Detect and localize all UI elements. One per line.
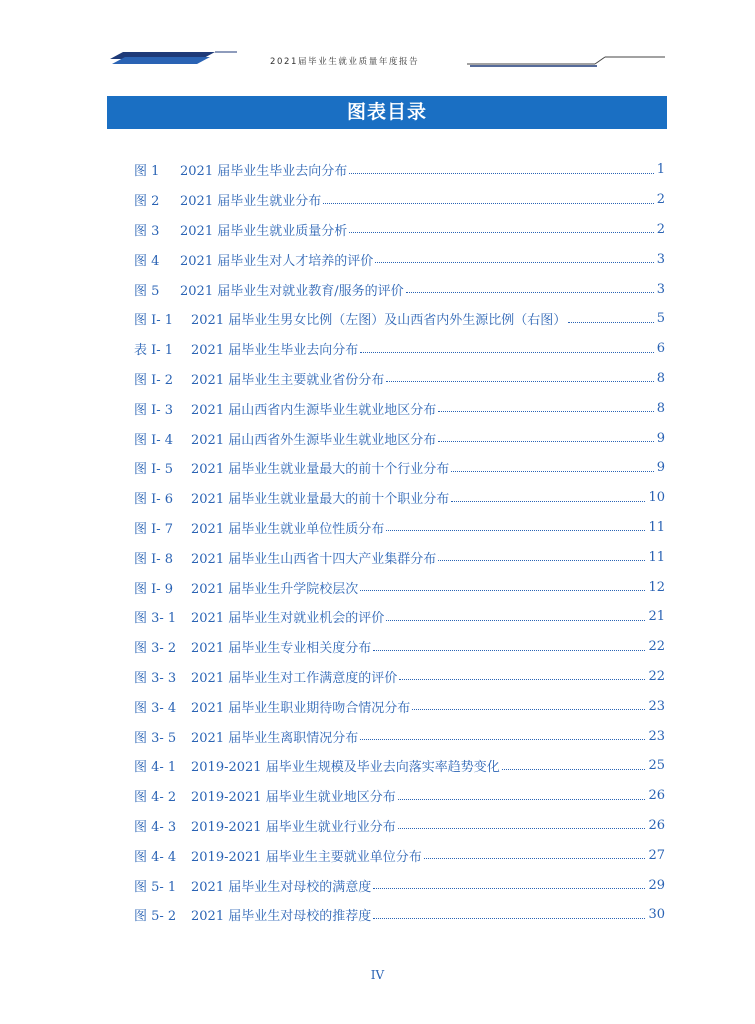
toc-entry-label: 图 I- 2 — [134, 372, 174, 388]
toc-entry-title: 2021 届毕业生专业相关度分布 — [191, 641, 372, 657]
toc-entry-label: 图 3- 1 — [134, 611, 177, 627]
toc-entry-label: 图 3- 2 — [134, 641, 177, 657]
toc-entry[interactable] — [134, 215, 665, 245]
dot-leader — [399, 678, 645, 680]
dot-leader — [373, 649, 645, 651]
toc-entry-title: 2021 届毕业生毕业去向分布 — [191, 343, 359, 359]
banner-title: 图表目录 — [346, 101, 427, 123]
toc-entry-page: 23 — [648, 698, 665, 714]
toc-entry-title: 2021 届毕业生职业期待吻合情况分布 — [191, 700, 411, 716]
toc-entry[interactable] — [134, 840, 665, 870]
toc-entry[interactable] — [134, 542, 665, 572]
dot-leader — [349, 231, 654, 233]
toc-entry-page: 3 — [656, 251, 665, 267]
toc-entry-title: 2019-2021 届毕业生就业行业分布 — [191, 819, 396, 835]
toc-entry-label: 图 I- 1 — [134, 313, 174, 329]
toc-entry-title: 2021 届毕业生就业分布 — [180, 194, 322, 210]
toc-entry-page: 8 — [656, 370, 665, 386]
toc-entry-title: 2019-2021 届毕业生主要就业单位分布 — [191, 849, 422, 865]
toc-entry[interactable] — [134, 453, 665, 483]
toc-entry-label: 图 4- 4 — [134, 849, 177, 865]
dot-leader — [373, 887, 645, 889]
toc-entry-label: 图 I- 9 — [134, 581, 174, 597]
toc-entry-label: 图 5- 2 — [134, 909, 177, 925]
toc-entry-title: 2021 届毕业生就业单位性质分布 — [191, 521, 385, 537]
toc-entry-title: 2021 届毕业生毕业去向分布 — [180, 164, 348, 180]
toc-entry-page: 8 — [656, 400, 665, 416]
toc-entry[interactable] — [134, 602, 665, 632]
toc-entry[interactable] — [134, 513, 665, 543]
toc-entry-page: 26 — [648, 817, 665, 833]
toc-entry-title: 2021 届毕业生男女比例（左图）及山西省内外生源比例（右图） — [191, 313, 567, 329]
toc-entry[interactable] — [134, 721, 665, 751]
toc-entry-label: 表 I- 1 — [134, 343, 174, 359]
page-number: IV — [370, 968, 385, 982]
dot-leader — [406, 291, 654, 293]
table-of-figures — [134, 155, 665, 930]
toc-entry[interactable] — [134, 662, 665, 692]
toc-entry[interactable] — [134, 364, 665, 394]
dot-leader — [398, 827, 646, 829]
toc-entry[interactable] — [134, 572, 665, 602]
toc-entry-page: 30 — [648, 907, 665, 923]
toc-entry-page: 11 — [648, 519, 665, 535]
toc-entry-label: 图 4 — [134, 253, 160, 269]
toc-entry-title: 2021 届毕业生对就业教育/服务的评价 — [180, 283, 404, 299]
toc-entry-label: 图 4- 1 — [134, 760, 177, 776]
dot-leader — [375, 261, 654, 263]
toc-entry-label: 图 I- 4 — [134, 432, 174, 448]
toc-entry-page: 5 — [656, 311, 665, 327]
toc-entry[interactable] — [134, 691, 665, 721]
dot-leader — [373, 917, 645, 919]
toc-entry-title: 2021 届毕业生离职情况分布 — [191, 730, 359, 746]
toc-entry-page: 6 — [656, 341, 665, 357]
header-decoration — [0, 0, 755, 80]
toc-entry-page: 2 — [656, 221, 665, 237]
dot-leader — [360, 589, 645, 591]
dot-leader — [424, 857, 646, 859]
toc-entry-title: 2021 届山西省外生源毕业生就业地区分布 — [191, 432, 437, 448]
toc-entry-label: 图 I- 7 — [134, 521, 174, 537]
toc-entry-title: 2021 届毕业生对母校的推荐度 — [191, 909, 372, 925]
dot-leader — [438, 410, 654, 412]
toc-entry-page: 22 — [648, 639, 665, 655]
toc-entry-label: 图 3- 5 — [134, 730, 177, 746]
dot-leader — [438, 559, 645, 561]
toc-entry-label: 图 3 — [134, 223, 160, 239]
toc-entry[interactable] — [134, 483, 665, 513]
header-title: 2021届毕业生就业质量年度报告 — [270, 57, 420, 67]
toc-entry-title: 2019-2021 届毕业生规模及毕业去向落实率趋势变化 — [191, 760, 500, 776]
toc-entry-title: 2021 届毕业生升学院校层次 — [191, 581, 359, 597]
toc-entry[interactable] — [134, 274, 665, 304]
toc-entry-label: 图 I- 6 — [134, 492, 174, 508]
toc-entry-page: 25 — [648, 758, 665, 774]
toc-entry-label: 图 2 — [134, 194, 160, 210]
toc-entry-title: 2021 届毕业生就业量最大的前十个行业分布 — [191, 462, 450, 478]
toc-entry[interactable] — [134, 811, 665, 841]
toc-entry-label: 图 I- 8 — [134, 551, 174, 567]
toc-entry[interactable] — [134, 334, 665, 364]
toc-entry-label: 图 1 — [134, 164, 160, 180]
toc-entry-title: 2021 届毕业生对人才培养的评价 — [180, 253, 374, 269]
dot-leader — [502, 768, 646, 770]
toc-entry[interactable] — [134, 781, 665, 811]
dot-leader — [438, 440, 654, 442]
toc-entry-title: 2021 届山西省内生源毕业生就业地区分布 — [191, 402, 437, 418]
dot-leader — [360, 738, 645, 740]
toc-entry[interactable] — [134, 900, 665, 930]
page-header — [0, 0, 755, 80]
toc-entry-label: 图 4- 3 — [134, 819, 177, 835]
toc-entry-title: 2021 届毕业生就业量最大的前十个职业分布 — [191, 492, 450, 508]
dot-leader — [360, 351, 654, 353]
dot-leader — [398, 798, 646, 800]
dot-leader — [323, 202, 654, 204]
dot-leader — [568, 321, 654, 323]
dot-leader — [386, 529, 645, 531]
toc-entry-page: 2 — [656, 192, 665, 208]
dot-leader — [451, 470, 654, 472]
toc-entry-title: 2021 届毕业生主要就业省份分布 — [191, 372, 385, 388]
toc-entry-page: 11 — [648, 549, 665, 565]
toc-entry-label: 图 3- 3 — [134, 670, 177, 686]
toc-entry-title: 2021 届毕业生对母校的满意度 — [191, 879, 372, 895]
toc-entry[interactable] — [134, 870, 665, 900]
section-banner — [107, 96, 667, 129]
toc-entry-label: 图 5 — [134, 283, 160, 299]
dot-leader — [349, 172, 654, 174]
dot-leader — [451, 500, 645, 502]
toc-entry-label: 图 I- 5 — [134, 462, 174, 478]
toc-entry[interactable] — [134, 244, 665, 274]
dot-leader — [386, 380, 654, 382]
toc-entry-title: 2021 届毕业生山西省十四大产业集群分布 — [191, 551, 437, 567]
toc-entry[interactable] — [134, 632, 665, 662]
toc-entry-page: 26 — [648, 788, 665, 804]
toc-entry-page: 1 — [656, 162, 665, 178]
toc-entry-page: 22 — [648, 668, 665, 684]
toc-entry-page: 29 — [648, 877, 665, 893]
toc-entry-page: 10 — [648, 490, 665, 506]
toc-entry-page: 3 — [656, 281, 665, 297]
dot-leader — [412, 708, 645, 710]
toc-entry[interactable] — [134, 155, 665, 185]
toc-entry[interactable] — [134, 393, 665, 423]
toc-entry-title: 2021 届毕业生就业质量分析 — [180, 223, 348, 239]
toc-entry-page: 9 — [656, 460, 665, 476]
toc-entry-label: 图 3- 4 — [134, 700, 177, 716]
toc-entry-page: 21 — [648, 609, 665, 625]
toc-entry-title: 2021 届毕业生对工作满意度的评价 — [191, 670, 398, 686]
toc-entry-label: 图 4- 2 — [134, 790, 177, 806]
toc-entry[interactable] — [134, 304, 665, 334]
toc-entry-page: 12 — [648, 579, 665, 595]
toc-entry[interactable] — [134, 185, 665, 215]
dot-leader — [386, 619, 645, 621]
toc-entry-page: 27 — [648, 847, 665, 863]
toc-entry-title: 2019-2021 届毕业生就业地区分布 — [191, 790, 396, 806]
toc-entry-page: 23 — [648, 728, 665, 744]
toc-entry-title: 2021 届毕业生对就业机会的评价 — [191, 611, 385, 627]
toc-entry-label: 图 I- 3 — [134, 402, 174, 418]
toc-entry-label: 图 5- 1 — [134, 879, 177, 895]
toc-entry[interactable] — [134, 751, 665, 781]
toc-entry-page: 9 — [656, 430, 665, 446]
toc-entry[interactable] — [134, 423, 665, 453]
